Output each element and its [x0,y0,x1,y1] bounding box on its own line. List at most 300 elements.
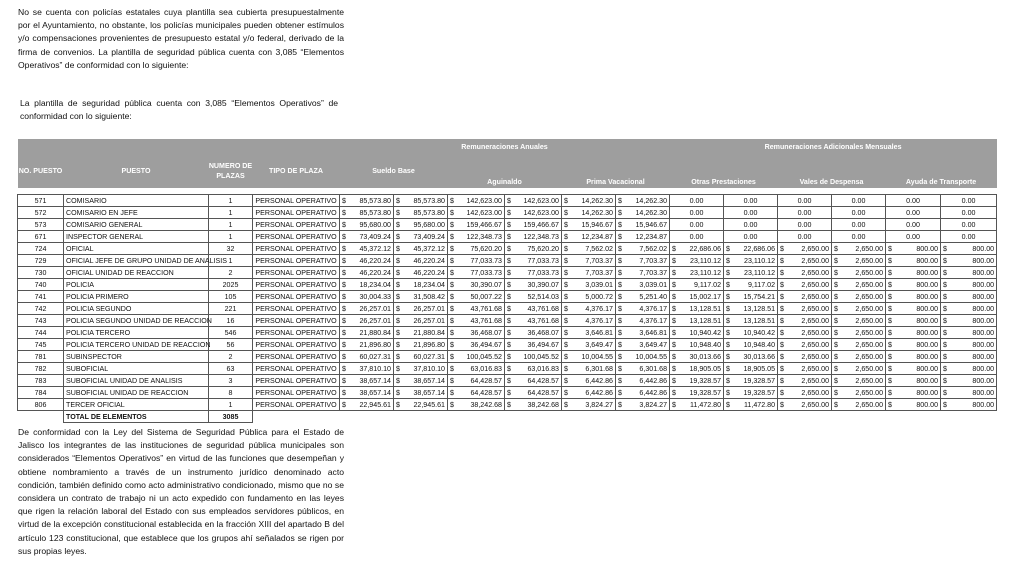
cell-numero-plazas: 3 [209,375,253,387]
currency-sign: $ [780,304,784,313]
table-row [18,303,997,315]
cell-money [616,267,670,279]
cell-tipo-plaza: PERSONAL OPERATIVO [253,399,340,411]
cell-money [886,303,941,315]
cell-amount: 22,686.06 [743,244,776,253]
cell-amount: 6,301.68 [585,364,613,373]
cell-amount: 0.00 [724,219,778,231]
cell-no-puesto: 573 [18,219,64,231]
cell-money [724,243,778,255]
currency-sign: $ [396,292,400,301]
currency-sign: $ [450,244,454,253]
currency-sign: $ [564,400,568,409]
currency-sign: $ [396,400,400,409]
currency-sign: $ [943,340,947,349]
cell-money [724,351,778,363]
cell-money [340,219,394,231]
cell-money [394,267,448,279]
cell-amount: 2,650.00 [801,388,830,397]
cell-amount: 2,650.00 [801,376,830,385]
currency-sign: $ [780,364,784,373]
currency-sign: $ [450,328,454,337]
cell-money [616,195,670,207]
cell-money [886,315,941,327]
cell-money [394,375,448,387]
cell-amount: 36,468.07 [527,328,559,337]
currency-sign: $ [450,352,454,361]
cell-amount: 800.00 [972,280,995,289]
legal-paragraph: De conformidad con la Ley del Sistema de Seguridad Pública para el Estado de Jalisco los integrantes de las instituciones de seguridad pública municipales son considerados “Elementos Operativos” en virtud de las funciones que desempeñan y obtiene nombramiento a través de un instrumento jurídico denominado acto condición, también definido como acto administrativo condicionado, mismo que no se considera un contrato de trabajo ni un acto expedido con fundamento en las leyes que rigen la relación laboral del Estado con sus empleados servidores públicos, en virtud de la excepción constitucional establecida en la fracción XIII del apartado B del artículo 123 constitucional, que establece que los grupos ahí señalados se rigen por sus propias leyes. [18,427,344,556]
cell-amount: 19,328.57 [689,376,722,385]
cell-amount: 23,110.12 [690,268,722,277]
cell-money [670,303,724,315]
currency-sign: $ [834,328,838,337]
cell-amount: 800.00 [916,316,939,325]
currency-sign: $ [564,280,568,289]
cell-puesto: OFICIAL [64,243,209,255]
cell-money [886,387,941,399]
cell-money [340,351,394,363]
cell-tipo-plaza: PERSONAL OPERATIVO [253,243,340,255]
cell-numero-plazas: 221 [209,303,253,315]
cell-amount: 0.00 [941,195,997,207]
cell-tipo-plaza: PERSONAL OPERATIVO [253,267,340,279]
currency-sign: $ [888,244,892,253]
currency-sign: $ [888,328,892,337]
cell-amount: 2,650.00 [801,244,830,253]
cell-money [340,339,394,351]
cell-money [724,279,778,291]
cell-amount: 100,045.52 [466,352,502,361]
currency-sign: $ [943,388,947,397]
cell-money [505,267,562,279]
cell-amount: 85,573.80 [359,208,391,217]
cell-amount: 6,442.86 [639,376,668,385]
cell-puesto: POLICIA TERCERO UNIDAD DE REACCION [64,339,209,351]
cell-money [941,399,997,411]
currency-sign: $ [396,388,400,397]
cell-money [448,339,505,351]
cell-amount: 800.00 [972,388,995,397]
cell-amount: 0.00 [832,207,886,219]
cell-amount: 26,257.01 [413,316,445,325]
cell-amount: 7,562.02 [585,244,613,253]
cell-amount: 18,234.04 [413,280,445,289]
cell-amount: 18,905.05 [743,364,776,373]
cell-amount: 2,650.00 [855,316,884,325]
currency-sign: $ [834,364,838,373]
cell-amount: 2,650.00 [801,268,830,277]
cell-amount: 43,761.68 [527,316,559,325]
currency-sign: $ [672,388,676,397]
currency-sign: $ [507,304,511,313]
cell-money [832,339,886,351]
cell-money [340,279,394,291]
cell-money [670,399,724,411]
cell-money [724,375,778,387]
currency-sign: $ [726,328,730,337]
table-row [18,399,997,411]
currency-sign: $ [834,376,838,385]
cell-money [832,267,886,279]
cell-amount: 0.00 [670,231,724,243]
table-row [18,387,997,399]
cell-money [394,363,448,375]
cell-money [886,399,941,411]
currency-sign: $ [507,280,511,289]
cell-amount: 0.00 [778,207,832,219]
currency-sign: $ [726,256,730,265]
cell-tipo-plaza: PERSONAL OPERATIVO [253,195,340,207]
cell-money [832,303,886,315]
currency-sign: $ [780,376,784,385]
plantilla-table [17,139,997,423]
cell-money [778,243,832,255]
currency-sign: $ [507,208,511,217]
currency-sign: $ [888,316,892,325]
cell-money [832,351,886,363]
currency-sign: $ [618,340,622,349]
cell-amount: 7,703.37 [639,256,668,265]
currency-sign: $ [342,340,346,349]
cell-amount: 15,754.21 [743,292,776,301]
cell-money [448,219,505,231]
cell-tipo-plaza: PERSONAL OPERATIVO [253,207,340,219]
cell-amount: 9,117.02 [747,280,776,289]
cell-amount: 15,002.17 [689,292,722,301]
cell-amount: 73,409.24 [413,232,445,241]
cell-money [394,291,448,303]
cell-amount: 800.00 [972,316,995,325]
cell-tipo-plaza: PERSONAL OPERATIVO [253,231,340,243]
cell-amount: 159,466.67 [523,220,559,229]
currency-sign: $ [726,400,730,409]
cell-money [616,351,670,363]
header-prima-vacacional: Prima Vacacional [562,154,670,188]
table-row [18,219,997,231]
cell-money [340,195,394,207]
total-label: TOTAL DE ELEMENTOS [64,411,209,423]
cell-money [340,207,394,219]
currency-sign: $ [507,388,511,397]
cell-money [941,267,997,279]
currency-sign: $ [780,316,784,325]
currency-sign: $ [672,376,676,385]
cell-amount: 4,376.17 [639,304,668,313]
cell-money [448,327,505,339]
cell-money [448,351,505,363]
cell-amount: 800.00 [916,292,939,301]
cell-numero-plazas: 546 [209,327,253,339]
cell-amount: 26,257.01 [359,316,391,325]
cell-puesto: POLICIA SEGUNDO UNIDAD DE REACCION [64,315,209,327]
currency-sign: $ [834,244,838,253]
currency-sign: $ [396,232,400,241]
currency-sign: $ [726,352,730,361]
cell-amount: 3,824.27 [639,400,668,409]
cell-puesto: POLICIA [64,279,209,291]
cell-amount: 31,508.42 [413,292,445,301]
currency-sign: $ [780,340,784,349]
cell-money [670,339,724,351]
cell-money [778,255,832,267]
cell-amount: 800.00 [972,400,995,409]
cell-amount: 800.00 [916,376,939,385]
table-row [18,315,997,327]
currency-sign: $ [888,388,892,397]
cell-amount: 2,650.00 [855,364,884,373]
cell-amount: 22,945.61 [413,400,445,409]
cell-money [941,303,997,315]
cell-puesto: COMISARIO EN JEFE [64,207,209,219]
cell-money [394,399,448,411]
cell-amount: 2,650.00 [855,268,884,277]
cell-money [562,231,616,243]
table-row [18,243,997,255]
cell-money [448,387,505,399]
currency-sign: $ [726,304,730,313]
currency-sign: $ [672,316,676,325]
cell-money [670,387,724,399]
currency-sign: $ [834,352,838,361]
currency-sign: $ [618,208,622,217]
cell-puesto: INSPECTOR GENERAL [64,231,209,243]
currency-sign: $ [672,292,676,301]
cell-money [340,267,394,279]
cell-money [724,387,778,399]
cell-amount: 50,007.22 [470,292,502,301]
cell-money [886,339,941,351]
cell-money [941,387,997,399]
cell-amount: 2,650.00 [855,292,884,301]
cell-amount: 37,810.10 [359,364,391,373]
currency-sign: $ [780,292,784,301]
cell-amount: 800.00 [916,268,939,277]
cell-amount: 3,649.47 [585,340,613,349]
cell-amount: 800.00 [916,352,939,361]
cell-money [724,399,778,411]
cell-amount: 6,301.68 [639,364,668,373]
cell-tipo-plaza: PERSONAL OPERATIVO [253,375,340,387]
currency-sign: $ [342,316,346,325]
cell-amount: 159,466.67 [466,220,502,229]
currency-sign: $ [396,352,400,361]
cell-money [505,231,562,243]
cell-no-puesto: 806 [18,399,64,411]
cell-amount: 2,650.00 [855,280,884,289]
currency-sign: $ [726,268,730,277]
cell-money [886,267,941,279]
cell-money [448,231,505,243]
cell-money [670,291,724,303]
cell-tipo-plaza: PERSONAL OPERATIVO [253,351,340,363]
cell-amount: 0.00 [724,231,778,243]
cell-money [340,375,394,387]
cell-amount: 6,442.86 [585,376,613,385]
currency-sign: $ [342,400,346,409]
cell-puesto: SUBINSPECTOR [64,351,209,363]
currency-sign: $ [342,280,346,289]
currency-sign: $ [396,280,400,289]
cell-amount: 64,428.57 [527,376,559,385]
currency-sign: $ [780,280,784,289]
currency-sign: $ [618,376,622,385]
currency-sign: $ [564,208,568,217]
cell-money [724,339,778,351]
cell-numero-plazas: 1 [209,207,253,219]
currency-sign: $ [507,244,511,253]
cell-money [778,363,832,375]
cell-money [616,315,670,327]
cell-amount: 15,946.67 [635,220,668,229]
cell-amount: 0.00 [670,195,724,207]
cell-money [778,267,832,279]
cell-amount: 6,442.86 [585,388,613,397]
total-spacer [18,411,64,423]
cell-money [394,207,448,219]
cell-numero-plazas: 105 [209,291,253,303]
currency-sign: $ [726,244,730,253]
cell-amount: 0.00 [778,231,832,243]
cell-money [340,231,394,243]
cell-amount: 0.00 [832,195,886,207]
cell-amount: 0.00 [832,231,886,243]
cell-amount: 7,703.37 [639,268,668,277]
cell-amount: 11,472.80 [744,400,776,409]
cell-amount: 21,880.84 [413,328,445,337]
currency-sign: $ [450,208,454,217]
header-tipo-plaza: TIPO DE PLAZA [253,154,340,188]
cell-amount: 21,896.80 [359,340,391,349]
cell-money [886,291,941,303]
cell-amount: 13,128.51 [689,316,722,325]
currency-sign: $ [834,340,838,349]
cell-money [670,255,724,267]
cell-puesto: POLICIA SEGUNDO [64,303,209,315]
currency-sign: $ [726,340,730,349]
cell-money [832,279,886,291]
currency-sign: $ [342,244,346,253]
header-no-puesto: NO. PUESTO [18,154,64,188]
cell-amount: 77,033.73 [470,256,502,265]
cell-amount: 4,376.17 [585,304,613,313]
cell-amount: 0.00 [670,219,724,231]
cell-numero-plazas: 56 [209,339,253,351]
cell-money [394,303,448,315]
currency-sign: $ [342,328,346,337]
cell-money [505,279,562,291]
cell-amount: 800.00 [972,340,995,349]
currency-sign: $ [888,364,892,373]
cell-money [616,243,670,255]
cell-amount: 800.00 [972,328,995,337]
cell-amount: 36,494.67 [527,340,559,349]
currency-sign: $ [618,196,622,205]
cell-numero-plazas: 1 [209,195,253,207]
currency-sign: $ [396,196,400,205]
cell-amount: 13,128.51 [743,304,776,313]
cell-money [778,351,832,363]
cell-tipo-plaza: PERSONAL OPERATIVO [253,363,340,375]
currency-sign: $ [507,268,511,277]
cell-amount: 4,376.17 [639,316,668,325]
cell-amount: 30,004.33 [359,292,391,301]
currency-sign: $ [564,244,568,253]
cell-money [941,315,997,327]
cell-amount: 75,620.20 [527,244,559,253]
cell-amount: 800.00 [916,340,939,349]
currency-sign: $ [618,304,622,313]
header-remuneraciones-mensuales: Remuneraciones Adicionales Mensuales [670,139,997,154]
cell-money [724,267,778,279]
cell-money [340,399,394,411]
currency-sign: $ [618,316,622,325]
cell-amount: 2,650.00 [855,352,884,361]
total-value: 3085 [209,411,253,423]
cell-amount: 0.00 [724,195,778,207]
cell-amount: 4,376.17 [585,316,613,325]
cell-amount: 77,033.73 [470,268,502,277]
cell-no-puesto: 729 [18,255,64,267]
currency-sign: $ [834,304,838,313]
cell-numero-plazas: 2025 [209,279,253,291]
table-row [18,255,997,267]
cell-money [340,291,394,303]
currency-sign: $ [943,244,947,253]
cell-amount: 3,039.01 [585,280,613,289]
cell-amount: 37,810.10 [413,364,445,373]
cell-amount: 85,573.80 [413,208,445,217]
currency-sign: $ [943,256,947,265]
table-row [18,351,997,363]
cell-amount: 46,220.24 [359,256,391,265]
cell-money [394,231,448,243]
cell-money [394,255,448,267]
currency-sign: $ [888,280,892,289]
currency-sign: $ [507,196,511,205]
cell-amount: 2,650.00 [855,376,884,385]
currency-sign: $ [564,364,568,373]
cell-money [778,327,832,339]
cell-money [394,243,448,255]
currency-sign: $ [943,292,947,301]
cell-amount: 2,650.00 [801,340,830,349]
cell-amount: 122,348.73 [466,232,502,241]
currency-sign: $ [564,352,568,361]
currency-sign: $ [780,400,784,409]
currency-sign: $ [888,304,892,313]
cell-amount: 10,940.42 [743,328,776,337]
currency-sign: $ [888,292,892,301]
currency-sign: $ [450,340,454,349]
cell-amount: 14,262.30 [635,208,668,217]
cell-amount: 800.00 [916,304,939,313]
cell-amount: 800.00 [916,280,939,289]
cell-amount: 0.00 [941,207,997,219]
cell-amount: 2,650.00 [855,304,884,313]
cell-amount: 10,948.40 [689,340,722,349]
cell-money [886,327,941,339]
cell-money [562,387,616,399]
cell-amount: 19,328.57 [689,388,722,397]
cell-amount: 2,650.00 [855,328,884,337]
cell-money [562,243,616,255]
cell-amount: 14,262.30 [635,196,668,205]
table-row [18,327,997,339]
cell-money [448,291,505,303]
currency-sign: $ [342,220,346,229]
currency-sign: $ [564,220,568,229]
